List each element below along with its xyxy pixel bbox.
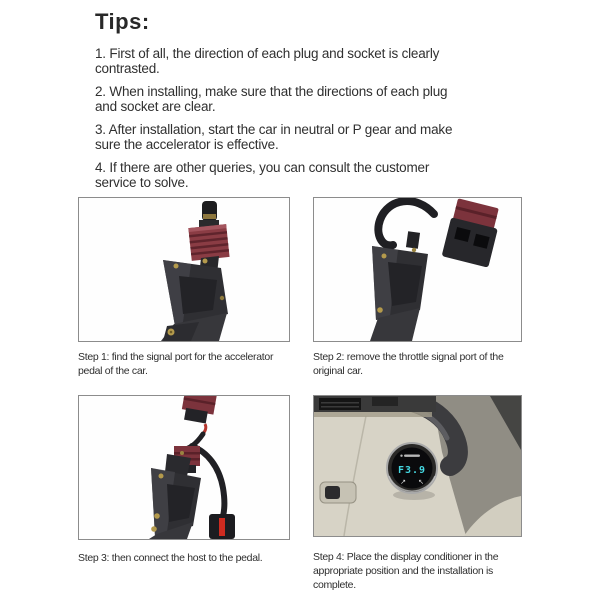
step4-caption-line-3: complete. — [313, 579, 356, 591]
display-conditioner — [387, 443, 437, 493]
pedal-assembly — [370, 231, 428, 341]
tip-item-3 — [95, 122, 565, 152]
host-connected-illustration — [79, 396, 289, 539]
tip-item-4-line-2: service to solve. — [95, 175, 189, 190]
step2-caption — [313, 350, 503, 378]
tip-item-1-line-1: 1. First of all, the direction of each plug and socket is clearly — [95, 46, 440, 61]
gold-screw — [151, 526, 157, 532]
car-interior-illustration — [314, 396, 521, 536]
step4-caption-line-2: appropriate position and the installation is — [313, 565, 494, 577]
plug-removed-illustration — [314, 198, 521, 341]
tip-item-2-line-2: and socket are clear. — [95, 99, 216, 114]
step4-caption-line-1: Step 4: Place the display conditioner in the — [313, 551, 499, 563]
hook-cable — [378, 201, 434, 245]
step3-caption-line-1: Step 3: then connect the host to the pedal. — [78, 552, 263, 564]
tip-item-4 — [95, 160, 565, 190]
harness-top-connector — [180, 396, 217, 425]
tip-item-1-line-2: contrasted. — [95, 61, 160, 76]
step3-photo — [78, 395, 290, 540]
step2-caption-line-1: Step 2: remove the throttle signal port of the — [313, 351, 504, 363]
tip-item-3-line-2: sure the accelerator is effective. — [95, 137, 279, 152]
host-unit — [209, 514, 235, 539]
gold-screw — [412, 248, 416, 252]
tips-section — [95, 9, 565, 198]
device-button-right-icon: ↖ — [418, 478, 424, 486]
step4-photo — [313, 395, 522, 537]
step1-photo — [78, 197, 290, 342]
gold-screw — [154, 513, 160, 519]
accelerator-pedal — [161, 201, 230, 341]
tip-item-1 — [95, 46, 565, 76]
step1-caption-line-2: pedal of the car. — [78, 365, 148, 377]
step1-caption — [78, 350, 273, 378]
tips-heading: Tips: — [95, 9, 150, 34]
gold-screw — [174, 264, 179, 269]
tip-item-3-line-1: 3. After installation, start the car in neutral or P gear and make — [95, 122, 453, 137]
host-red-stripe — [219, 518, 225, 536]
tip-item-2 — [95, 84, 565, 114]
tip-item-2-line-1: 2. When installing, make sure that the directions of each plug — [95, 84, 448, 99]
device-display-value: F3.9 — [397, 465, 427, 476]
window-switch — [320, 482, 356, 503]
step1-caption-line-1: Step 1: find the signal port for the accelerator — [78, 351, 274, 363]
step2-photo — [313, 197, 522, 342]
pedal-signal-port-illustration — [79, 198, 289, 341]
throttle-plug — [442, 198, 503, 268]
gold-screw — [382, 254, 387, 259]
device-button-left-icon: ↗ — [400, 478, 406, 486]
tip-item-4-line-1: 4. If there are other queries, you can consult the customer — [95, 160, 430, 175]
plug-gold-band — [203, 214, 216, 219]
gold-screw — [220, 296, 224, 300]
step4-caption — [313, 550, 498, 592]
gold-screw — [203, 259, 208, 264]
step3-caption — [78, 551, 262, 565]
gold-screw — [180, 451, 184, 455]
gold-screw — [377, 307, 383, 313]
step2-caption-line-2: original car. — [313, 365, 363, 377]
gold-screw — [159, 474, 164, 479]
pedal-assembly — [149, 446, 201, 539]
signal-port-connector — [188, 224, 229, 261]
